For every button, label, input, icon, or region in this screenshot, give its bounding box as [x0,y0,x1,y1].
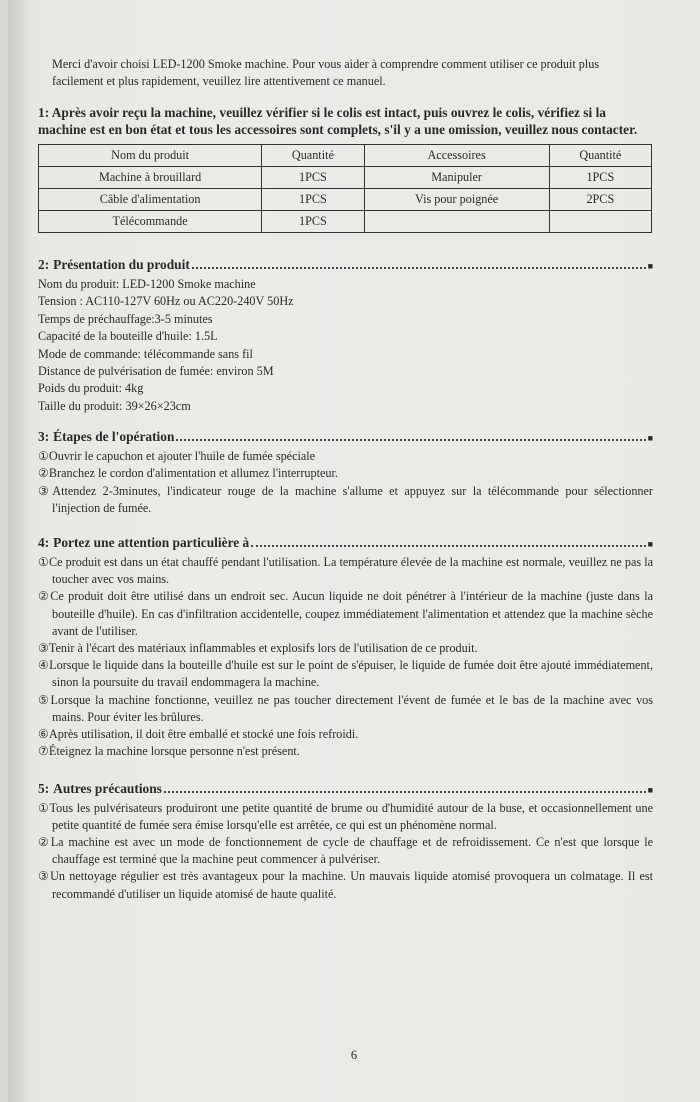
list-item: ②Ce produit doit être utilisé dans un endroit sec. Aucun liquide ne doit pénétrer à l'intérieur de la machine (juste dans la bouteille d'huile). En cas d'infiltration accidentelle, coupez immédiatement l'alimentation et attendez que la machine sèche avant de l'utiliser. [38,589,653,638]
table-cell: Télécommande [39,211,262,233]
list-item: ④Lorsque le liquide dans la bouteille d'huile est sur le point de s'épuiser, le liquide de fumée doit être ajouté immédiatement, sinon la poursuite du travail endommagera la machine. [38,658,653,690]
section-number: 3: [38,429,50,445]
spec-line: Tension : AC110-127V 60Hz ou AC220-240V 50Hz [38,294,294,309]
section-title: Présentation du produit [53,257,190,272]
table-row [39,211,652,233]
package-contents-table [38,144,652,233]
section-5 [38,779,653,903]
spec-line: Distance de pulvérisation de fumée: environ 5M [38,364,274,379]
table-cell: 1PCS [262,211,364,233]
dotted-leader [164,790,646,793]
square-mark: ■ [647,784,653,795]
square-mark: ■ [647,433,653,444]
section-2 [38,255,653,415]
section-title: Étapes de l'opération [53,429,175,445]
list-item: ⑦Éteignez la machine lorsque personne n'est présent. [38,744,300,759]
spec-line: Poids du produit: 4kg [38,381,144,396]
square-mark: ■ [647,539,653,550]
table-cell: Câble d'alimentation [39,189,262,211]
spec-line: Temps de préchauffage:3-5 minutes [38,311,213,326]
section-1-heading: 1: Après avoir reçu la machine, veuillez vérifier si le colis est intact, puis ouvrez le colis, vérifiez si la machine est en bon état et tous les accessoires sont complets, s'il y a une omission, veuillez nous contacter. [38,105,638,137]
table-row [39,167,652,189]
list-item: ①Tous les pulvérisateurs produiront une petite quantité de brume ou d'humidité autour de la buse, et occasionnellement une petite quantité de fumée sera émise lorsqu'elle est arrêtée, ce qui est un phénomène normal. [38,800,653,832]
spec-line: Mode de commande: télécommande sans fil [38,346,253,361]
page-content [38,56,653,903]
section-3 [38,427,653,517]
table-cell: Machine à brouillard [39,167,262,189]
table-header: Accessoires [364,145,549,167]
section-title: Autres précautions [53,780,162,796]
section-5-heading [38,779,653,800]
intro-paragraph: Merci d'avoir choisi LED-1200 Smoke machine. Pour vous aider à comprendre comment utiliser ce produit plus facilement et plus rapidement, veuillez lire attentivement ce manuel. [52,57,600,88]
square-mark: ■ [647,261,653,271]
table-cell: Vis pour poignée [364,189,549,211]
table-cell: 2PCS [549,189,651,211]
list-item: ①Ce produit est dans un état chauffé pendant l'utilisation. La température élevée de la machine est normale, veuillez ne pas la toucher avec vos mains. [38,555,653,587]
manual-page [8,0,700,1102]
section-2-heading [38,255,653,276]
list-item: ③Tenir à l'écart des matériaux inflammables et explosifs lors de l'utilisation de ce produit. [38,641,478,656]
table-header: Nom du produit [39,145,262,167]
dotted-leader [176,438,645,441]
table-cell: 1PCS [262,167,364,189]
section-4-heading [38,533,653,554]
section-number: 5: [38,780,50,796]
table-cell [364,211,549,233]
spec-line: Taille du produit: 39×26×23cm [38,398,191,413]
list-item: ②La machine est avec un mode de fonctionnement de cycle de chauffage et de refroidissement. Ce n'est que lorsque le chauffage est terminé que la machine peut commencer à pulvériser. [38,834,653,867]
spec-line: Nom du produit: LED-1200 Smoke machine [38,277,256,291]
dotted-leader [192,266,646,269]
section-title: Portez une attention particulière à [53,535,250,551]
list-item: ①Ouvrir le capuchon et ajouter l'huile de fumée spéciale [38,449,316,464]
table-cell [549,211,651,233]
section-4 [38,533,653,760]
list-item: ③Un nettoyage régulier est très avantageux pour la machine. Un mauvais liquide atomisé provoquera un colmatage. Il est recommandé d'utiliser un liquide atomisé de haute qualité. [38,869,653,901]
list-item: ⑤Lorsque la machine fonctionne, veuillez ne pas toucher directement l'évent de fumée et le bas de la machine avec vos mains. Pour éviter les brûlures. [38,692,653,724]
spec-line: Capacité de la bouteille d'huile: 1.5L [38,329,218,344]
list-item: ⑥Après utilisation, il doit être emballé et stocké une fois refroidi. [38,727,359,742]
section-3-heading [38,427,653,448]
table-cell: Manipuler [364,167,549,189]
section-number: 2: [38,257,50,272]
page-number: 6 [350,1048,358,1062]
table-row [39,189,652,211]
table-header: Quantité [262,145,364,167]
table-header-row [39,145,652,167]
table-header: Quantité [549,145,651,167]
dotted-leader [251,544,645,547]
section-number: 4: [38,535,50,551]
table-cell: 1PCS [262,189,364,211]
list-item: ③Attendez 2-3minutes, l'indicateur rouge de la machine s'allume et appuyez sur la télécommande pour sélectionner l'injection de fumée. [38,483,653,515]
table-cell: 1PCS [549,167,651,189]
list-item: ②Branchez le cordon d'alimentation et allumez l'interrupteur. [38,466,338,481]
